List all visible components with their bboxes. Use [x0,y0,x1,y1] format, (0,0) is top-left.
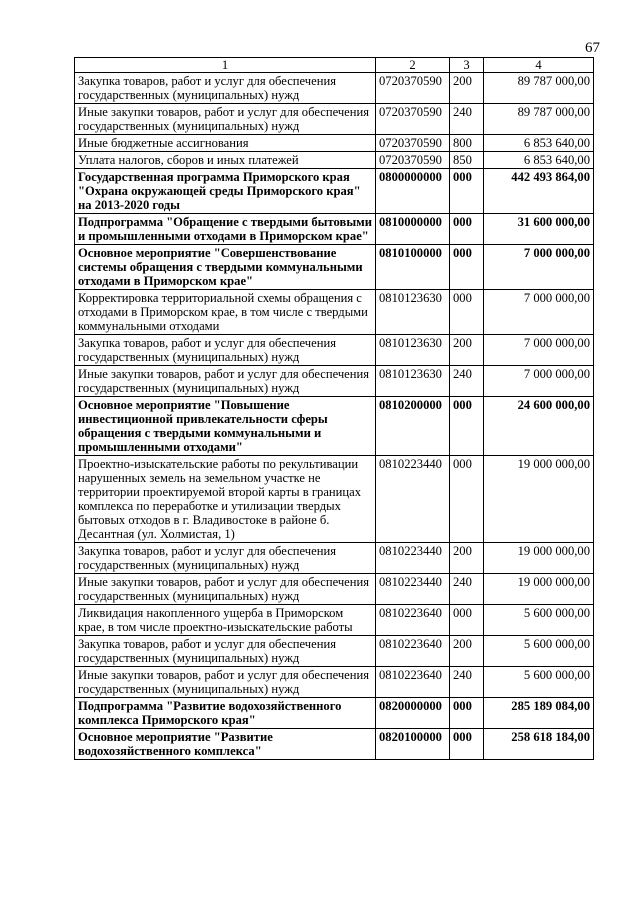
row-sum-cell: 89 787 000,00 [484,104,594,135]
header-col-4: 4 [484,58,594,73]
header-row [75,58,594,73]
row-kind-cell: 800 [450,135,484,152]
table-row [75,104,594,135]
row-name-cell: Иные закупки товаров, работ и услуг для обеспечения государственных (муниципальных) нужд [75,574,376,605]
row-sum-cell: 31 600 000,00 [484,214,594,245]
table-row [75,636,594,667]
table-row [75,73,594,104]
row-name-cell: Основное мероприятие "Совершенствование системы обращения с твердыми коммунальными отходами в Приморском крае" [75,245,376,290]
row-kind-cell: 000 [450,729,484,760]
row-kind-cell: 200 [450,73,484,104]
row-code-cell: 0800000000 [376,169,450,214]
row-name-cell: Иные закупки товаров, работ и услуг для обеспечения государственных (муниципальных) нужд [75,366,376,397]
row-kind-cell: 000 [450,169,484,214]
row-code-cell: 0810123630 [376,366,450,397]
row-code-cell: 0810000000 [376,214,450,245]
row-kind-cell: 200 [450,335,484,366]
row-kind-cell: 240 [450,574,484,605]
row-sum-cell: 89 787 000,00 [484,73,594,104]
row-sum-cell: 285 189 084,00 [484,698,594,729]
row-sum-cell: 258 618 184,00 [484,729,594,760]
row-name-cell: Закупка товаров, работ и услуг для обеспечения государственных (муниципальных) нужд [75,73,376,104]
table-row [75,169,594,214]
table-row [75,698,594,729]
header-col-1: 1 [75,58,376,73]
row-sum-cell: 5 600 000,00 [484,667,594,698]
row-kind-cell: 200 [450,543,484,574]
row-name-cell: Основное мероприятие "Повышение инвестиционной привлекательности сферы обращения с твердыми коммунальными и промышленными отходами" [75,397,376,456]
row-code-cell: 0810223440 [376,456,450,543]
table-row [75,729,594,760]
table-row [75,152,594,169]
row-sum-cell: 7 000 000,00 [484,245,594,290]
table-row [75,335,594,366]
row-sum-cell: 19 000 000,00 [484,456,594,543]
row-kind-cell: 000 [450,698,484,729]
row-name-cell: Уплата налогов, сборов и иных платежей [75,152,376,169]
row-sum-cell: 5 600 000,00 [484,605,594,636]
table-row [75,245,594,290]
header-col-3: 3 [450,58,484,73]
table-row [75,456,594,543]
row-kind-cell: 000 [450,245,484,290]
budget-table [74,57,594,760]
row-name-cell: Закупка товаров, работ и услуг для обеспечения государственных (муниципальных) нужд [75,636,376,667]
row-code-cell: 0810223440 [376,543,450,574]
row-sum-cell: 5 600 000,00 [484,636,594,667]
row-code-cell: 0820000000 [376,698,450,729]
table-row [75,667,594,698]
row-code-cell: 0720370590 [376,135,450,152]
row-sum-cell: 24 600 000,00 [484,397,594,456]
table-row [75,543,594,574]
row-code-cell: 0720370590 [376,152,450,169]
row-code-cell: 0810223640 [376,636,450,667]
row-kind-cell: 240 [450,104,484,135]
row-kind-cell: 200 [450,636,484,667]
row-name-cell: Иные бюджетные ассигнования [75,135,376,152]
row-code-cell: 0810200000 [376,397,450,456]
row-code-cell: 0810123630 [376,290,450,335]
row-sum-cell: 7 000 000,00 [484,335,594,366]
row-sum-cell: 19 000 000,00 [484,543,594,574]
row-name-cell: Закупка товаров, работ и услуг для обеспечения государственных (муниципальных) нужд [75,543,376,574]
row-name-cell: Иные закупки товаров, работ и услуг для обеспечения государственных (муниципальных) нужд [75,104,376,135]
row-kind-cell: 000 [450,214,484,245]
table-row [75,397,594,456]
row-kind-cell: 000 [450,397,484,456]
row-kind-cell: 850 [450,152,484,169]
table-row [75,605,594,636]
row-name-cell: Корректировка территориальной схемы обращения с отходами в Приморском крае, в том числе с твердыми коммунальными отходами [75,290,376,335]
row-code-cell: 0820100000 [376,729,450,760]
row-sum-cell: 442 493 864,00 [484,169,594,214]
row-name-cell: Иные закупки товаров, работ и услуг для обеспечения государственных (муниципальных) нужд [75,667,376,698]
row-code-cell: 0810223440 [376,574,450,605]
row-sum-cell: 6 853 640,00 [484,135,594,152]
table-row [75,290,594,335]
row-name-cell: Ликвидация накопленного ущерба в Приморском крае, в том числе проектно-изыскательские работы [75,605,376,636]
table-row [75,135,594,152]
row-code-cell: 0720370590 [376,104,450,135]
row-sum-cell: 7 000 000,00 [484,366,594,397]
table-row [75,214,594,245]
row-name-cell: Подпрограмма "Развитие водохозяйственного комплекса Приморского края" [75,698,376,729]
row-code-cell: 0720370590 [376,73,450,104]
table-row [75,366,594,397]
row-name-cell: Государственная программа Приморского края "Охрана окружающей среды Приморского края" на 2013-2020 годы [75,169,376,214]
header-col-2: 2 [376,58,450,73]
row-kind-cell: 000 [450,605,484,636]
row-kind-cell: 240 [450,667,484,698]
row-sum-cell: 19 000 000,00 [484,574,594,605]
row-name-cell: Закупка товаров, работ и услуг для обеспечения государственных (муниципальных) нужд [75,335,376,366]
row-name-cell: Проектно-изыскательские работы по рекультивации нарушенных земель на земельном участке не территории проектируемой второй карты в границах комплекса по переработке и утилизации твердых бытовых отходов в г. Владивостоке в районе б. Десантная (ул. Холмистая, 1) [75,456,376,543]
row-code-cell: 0810223640 [376,667,450,698]
row-code-cell: 0810100000 [376,245,450,290]
table-row [75,574,594,605]
row-kind-cell: 000 [450,290,484,335]
row-kind-cell: 000 [450,456,484,543]
row-code-cell: 0810223640 [376,605,450,636]
row-sum-cell: 6 853 640,00 [484,152,594,169]
row-sum-cell: 7 000 000,00 [484,290,594,335]
row-kind-cell: 240 [450,366,484,397]
row-name-cell: Основное мероприятие "Развитие водохозяйственного комплекса" [75,729,376,760]
page-number: 67 [585,40,600,56]
row-name-cell: Подпрограмма "Обращение с твердыми бытовыми и промышленными отходами в Приморском крае" [75,214,376,245]
row-code-cell: 0810123630 [376,335,450,366]
